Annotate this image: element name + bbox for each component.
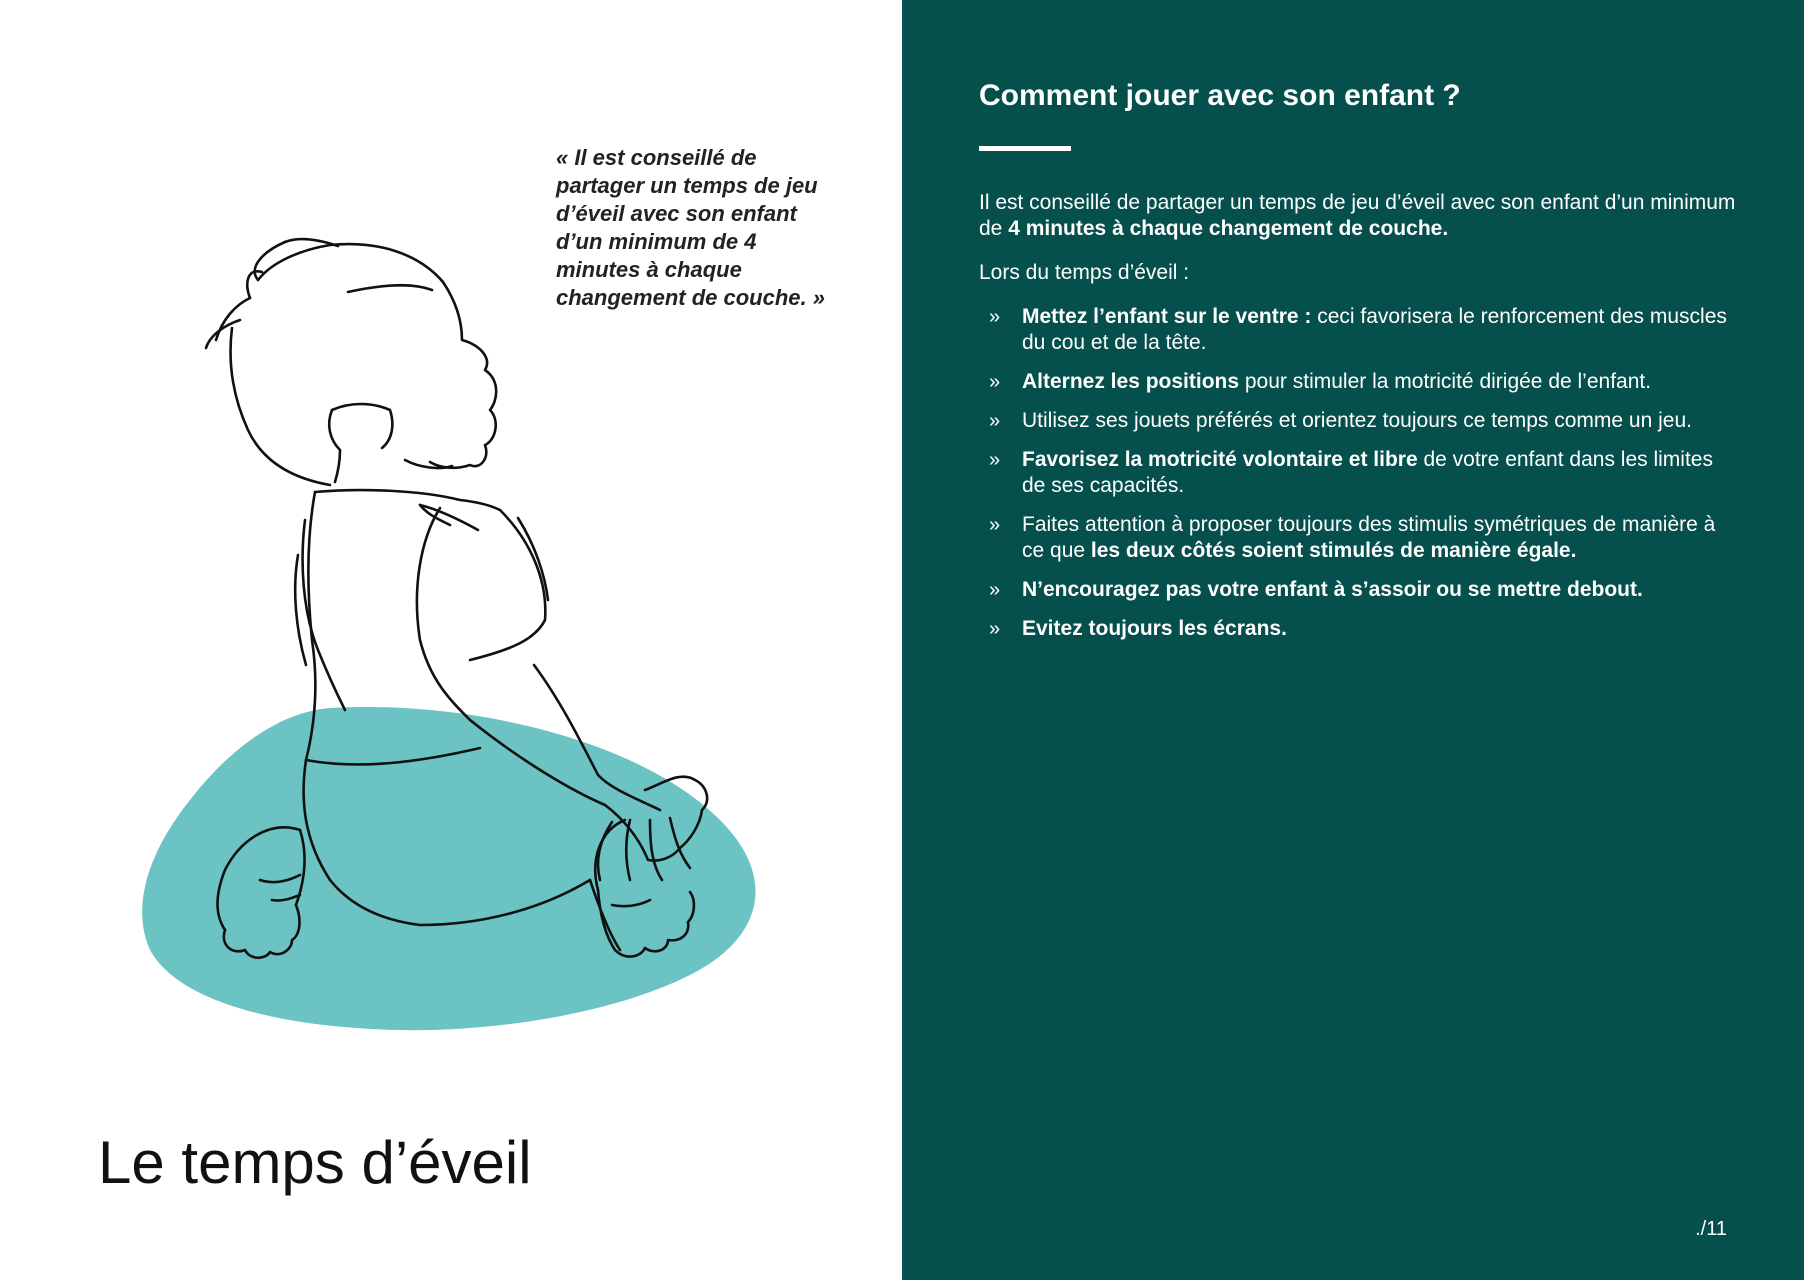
- bullet-chevron-icon: »: [989, 371, 1001, 393]
- item-text: pour stimuler la motricité dirigée de l’enfant.: [1239, 370, 1652, 393]
- intro-bold: 4 minutes à chaque changement de couche.: [1008, 217, 1449, 240]
- page-number: ./11: [1695, 1218, 1727, 1240]
- list-item: [979, 447, 1739, 499]
- item-text: Faites attention à proposer toujours des stimulis symétriques de manière à ce que: [1022, 513, 1716, 562]
- item-bold: N’encouragez pas votre enfant à s’assoir ou se mettre debout.: [1022, 578, 1643, 601]
- list-item: [979, 512, 1739, 564]
- panel-heading: Comment jouer avec son enfant ?: [979, 79, 1461, 112]
- item-bold: les deux côtés soient stimulés de manière égale.: [1090, 539, 1577, 562]
- pull-quote: « Il est conseillé de partager un temps de jeu d’éveil avec son enfant d’un minimum de 4 minutes à chaque changement de couche. »: [556, 145, 825, 310]
- list-item: [979, 616, 1739, 642]
- intro-text: Il est conseillé de partager un temps de jeu d’éveil avec son enfant d’un minimum de: [979, 191, 1736, 240]
- item-text: ceci favorisera le renforcement des muscles du cou et de la tête.: [1022, 305, 1727, 354]
- list-item: [979, 408, 1739, 434]
- info-panel: [902, 0, 1804, 1280]
- bullet-chevron-icon: »: [989, 306, 1001, 328]
- lead-text: Lors du temps d’éveil :: [979, 261, 1190, 284]
- list-item: [979, 304, 1739, 356]
- intro-paragraph: [979, 190, 1739, 242]
- panel-content: [979, 190, 1739, 655]
- advice-list: [979, 304, 1739, 642]
- item-bold: Mettez l’enfant sur le ventre :: [1022, 305, 1312, 328]
- bullet-chevron-icon: »: [989, 449, 1001, 471]
- heading-underline: [979, 146, 1071, 151]
- bullet-chevron-icon: »: [989, 579, 1001, 601]
- list-item: [979, 577, 1739, 603]
- item-bold: Evitez toujours les écrans.: [1022, 617, 1287, 640]
- bullet-chevron-icon: »: [989, 618, 1001, 640]
- bullet-chevron-icon: »: [989, 514, 1001, 536]
- item-text: de votre enfant dans les limites de ses capacités.: [1022, 448, 1713, 497]
- item-bold: Alternez les positions: [1022, 370, 1240, 393]
- item-text: Utilisez ses jouets préférés et orientez toujours ce temps comme un jeu.: [1022, 409, 1692, 432]
- bullet-chevron-icon: »: [989, 410, 1001, 432]
- page-title: Le temps d’éveil: [98, 1129, 532, 1196]
- list-item: [979, 369, 1739, 395]
- item-bold: Favorisez la motricité volontaire et libre: [1022, 448, 1418, 471]
